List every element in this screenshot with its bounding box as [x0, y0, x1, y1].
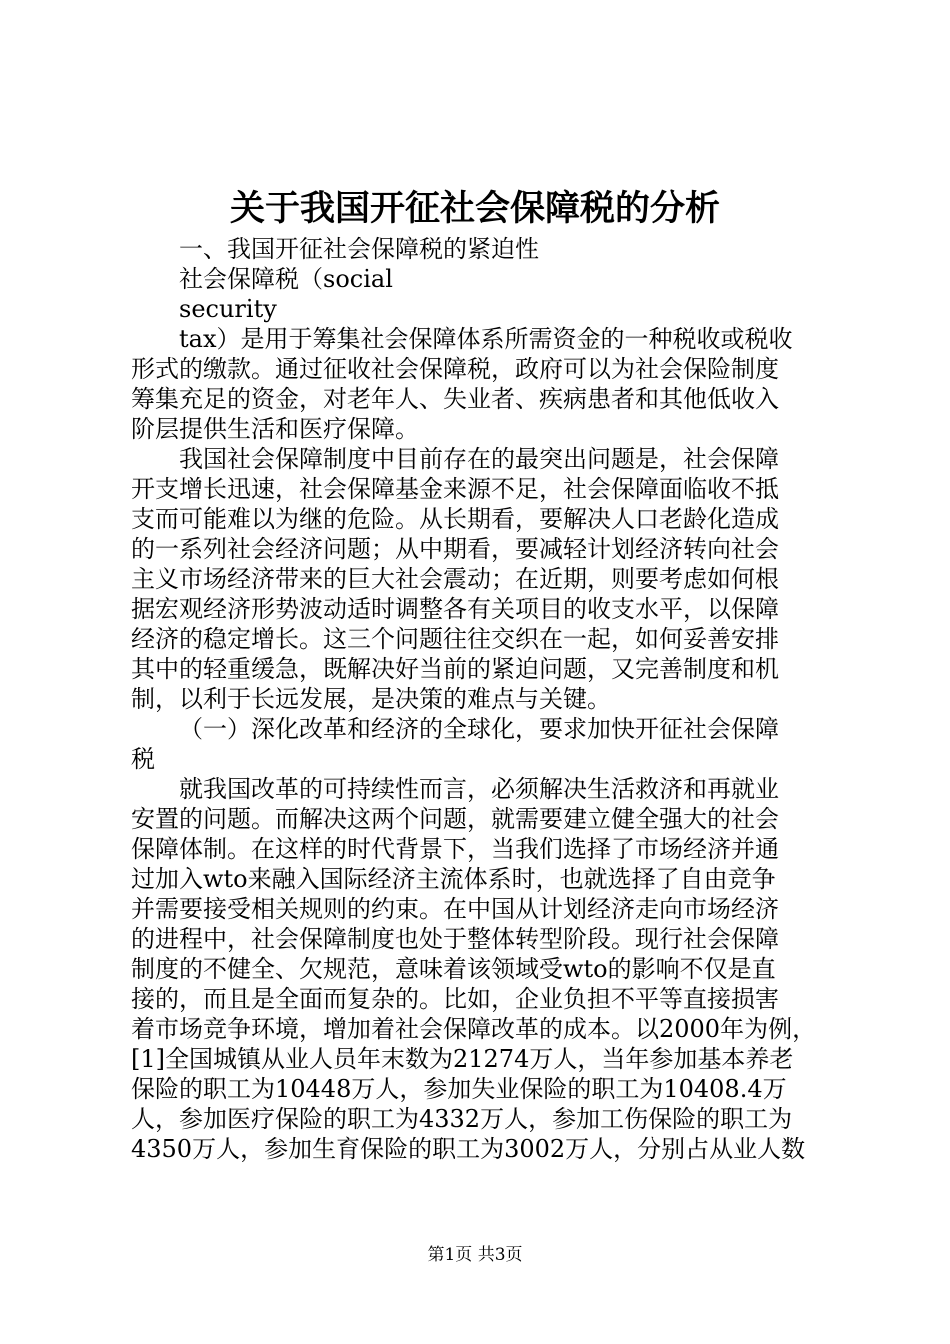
text-line: tax）是用于筹集社会保障体系所需资金的一种税收或税收: [179, 325, 793, 353]
text-line: 支而可能难以为继的危险。从长期看，要解决人口老龄化造成: [131, 505, 779, 533]
text-line: 的进程中，社会保障制度也处于整体转型阶段。现行社会保障: [131, 925, 779, 953]
text-line: 其中的轻重缓急，既解决好当前的紧迫问题，又完善制度和机: [131, 655, 779, 683]
text-line: 的一系列社会经济问题；从中期看，要减轻计划经济转向社会: [131, 535, 779, 563]
text-line: security: [179, 295, 277, 323]
page-footer: 第1页 共3页: [427, 1245, 523, 1265]
text-line: 我国社会保障制度中目前存在的最突出问题是，社会保障: [179, 445, 779, 473]
text-line: 制，以利于长远发展，是决策的难点与关键。: [131, 685, 611, 713]
text-line: 据宏观经济形势波动适时调整各有关项目的收支水平，以保障: [131, 595, 779, 623]
text-line: 就我国改革的可持续性而言，必须解决生活救济和再就业: [179, 775, 779, 803]
text-line: 筹集充足的资金，对老年人、失业者、疾病患者和其他低收入: [131, 385, 779, 413]
text-line: 着市场竞争环境，增加着社会保障改革的成本。以2000年为例，: [131, 1015, 817, 1043]
text-line: 主义市场经济带来的巨大社会震动；在近期，则要考虑如何根: [131, 565, 779, 593]
text-line: 保险的职工为10448万人，参加失业保险的职工为10408.4万: [131, 1075, 787, 1103]
text-line: 过加入wto来融入国际经济主流体系时，也就选择了自由竞争: [131, 865, 776, 893]
text-line: 社会保障税（social: [179, 265, 393, 293]
text-line: 形式的缴款。通过征收社会保障税，政府可以为社会保险制度: [131, 355, 779, 383]
text-line: （一）深化改革和经济的全球化，要求加快开征社会保障: [179, 715, 779, 743]
text-line: 接的，而且是全面而复杂的。比如，企业负担不平等直接损害: [131, 985, 779, 1013]
text-line: 人，参加医疗保险的职工为4332万人，参加工伤保险的职工为: [131, 1105, 793, 1133]
text-line: 保障体制。在这样的时代背景下，当我们选择了市场经济并通: [131, 835, 779, 863]
text-line: 经济的稳定增长。这三个问题往往交织在一起，如何妥善安排: [131, 625, 779, 653]
document-title: 关于我国开征社会保障税的分析: [229, 188, 720, 229]
text-line: 制度的不健全、欠规范，意味着该领域受wto的影响不仅是直: [131, 955, 776, 983]
text-line: 4350万人，参加生育保险的职工为3002万人，分别占从业人数: [131, 1135, 806, 1163]
text-line: 一、我国开征社会保障税的紧迫性: [179, 235, 539, 263]
text-line: 安置的问题。而解决这两个问题，就需要建立健全强大的社会: [131, 805, 779, 833]
document-body: [131, 234, 828, 1164]
text-line: [1]全国城镇从业人员年末数为21274万人，当年参加基本养老: [131, 1045, 794, 1073]
text-line: 阶层提供生活和医疗保障。: [131, 415, 419, 443]
text-line: 开支增长迅速，社会保障基金来源不足，社会保障面临收不抵: [131, 475, 779, 503]
text-line: 并需要接受相关规则的约束。在中国从计划经济走向市场经济: [131, 895, 779, 923]
text-line: 税: [131, 745, 155, 773]
